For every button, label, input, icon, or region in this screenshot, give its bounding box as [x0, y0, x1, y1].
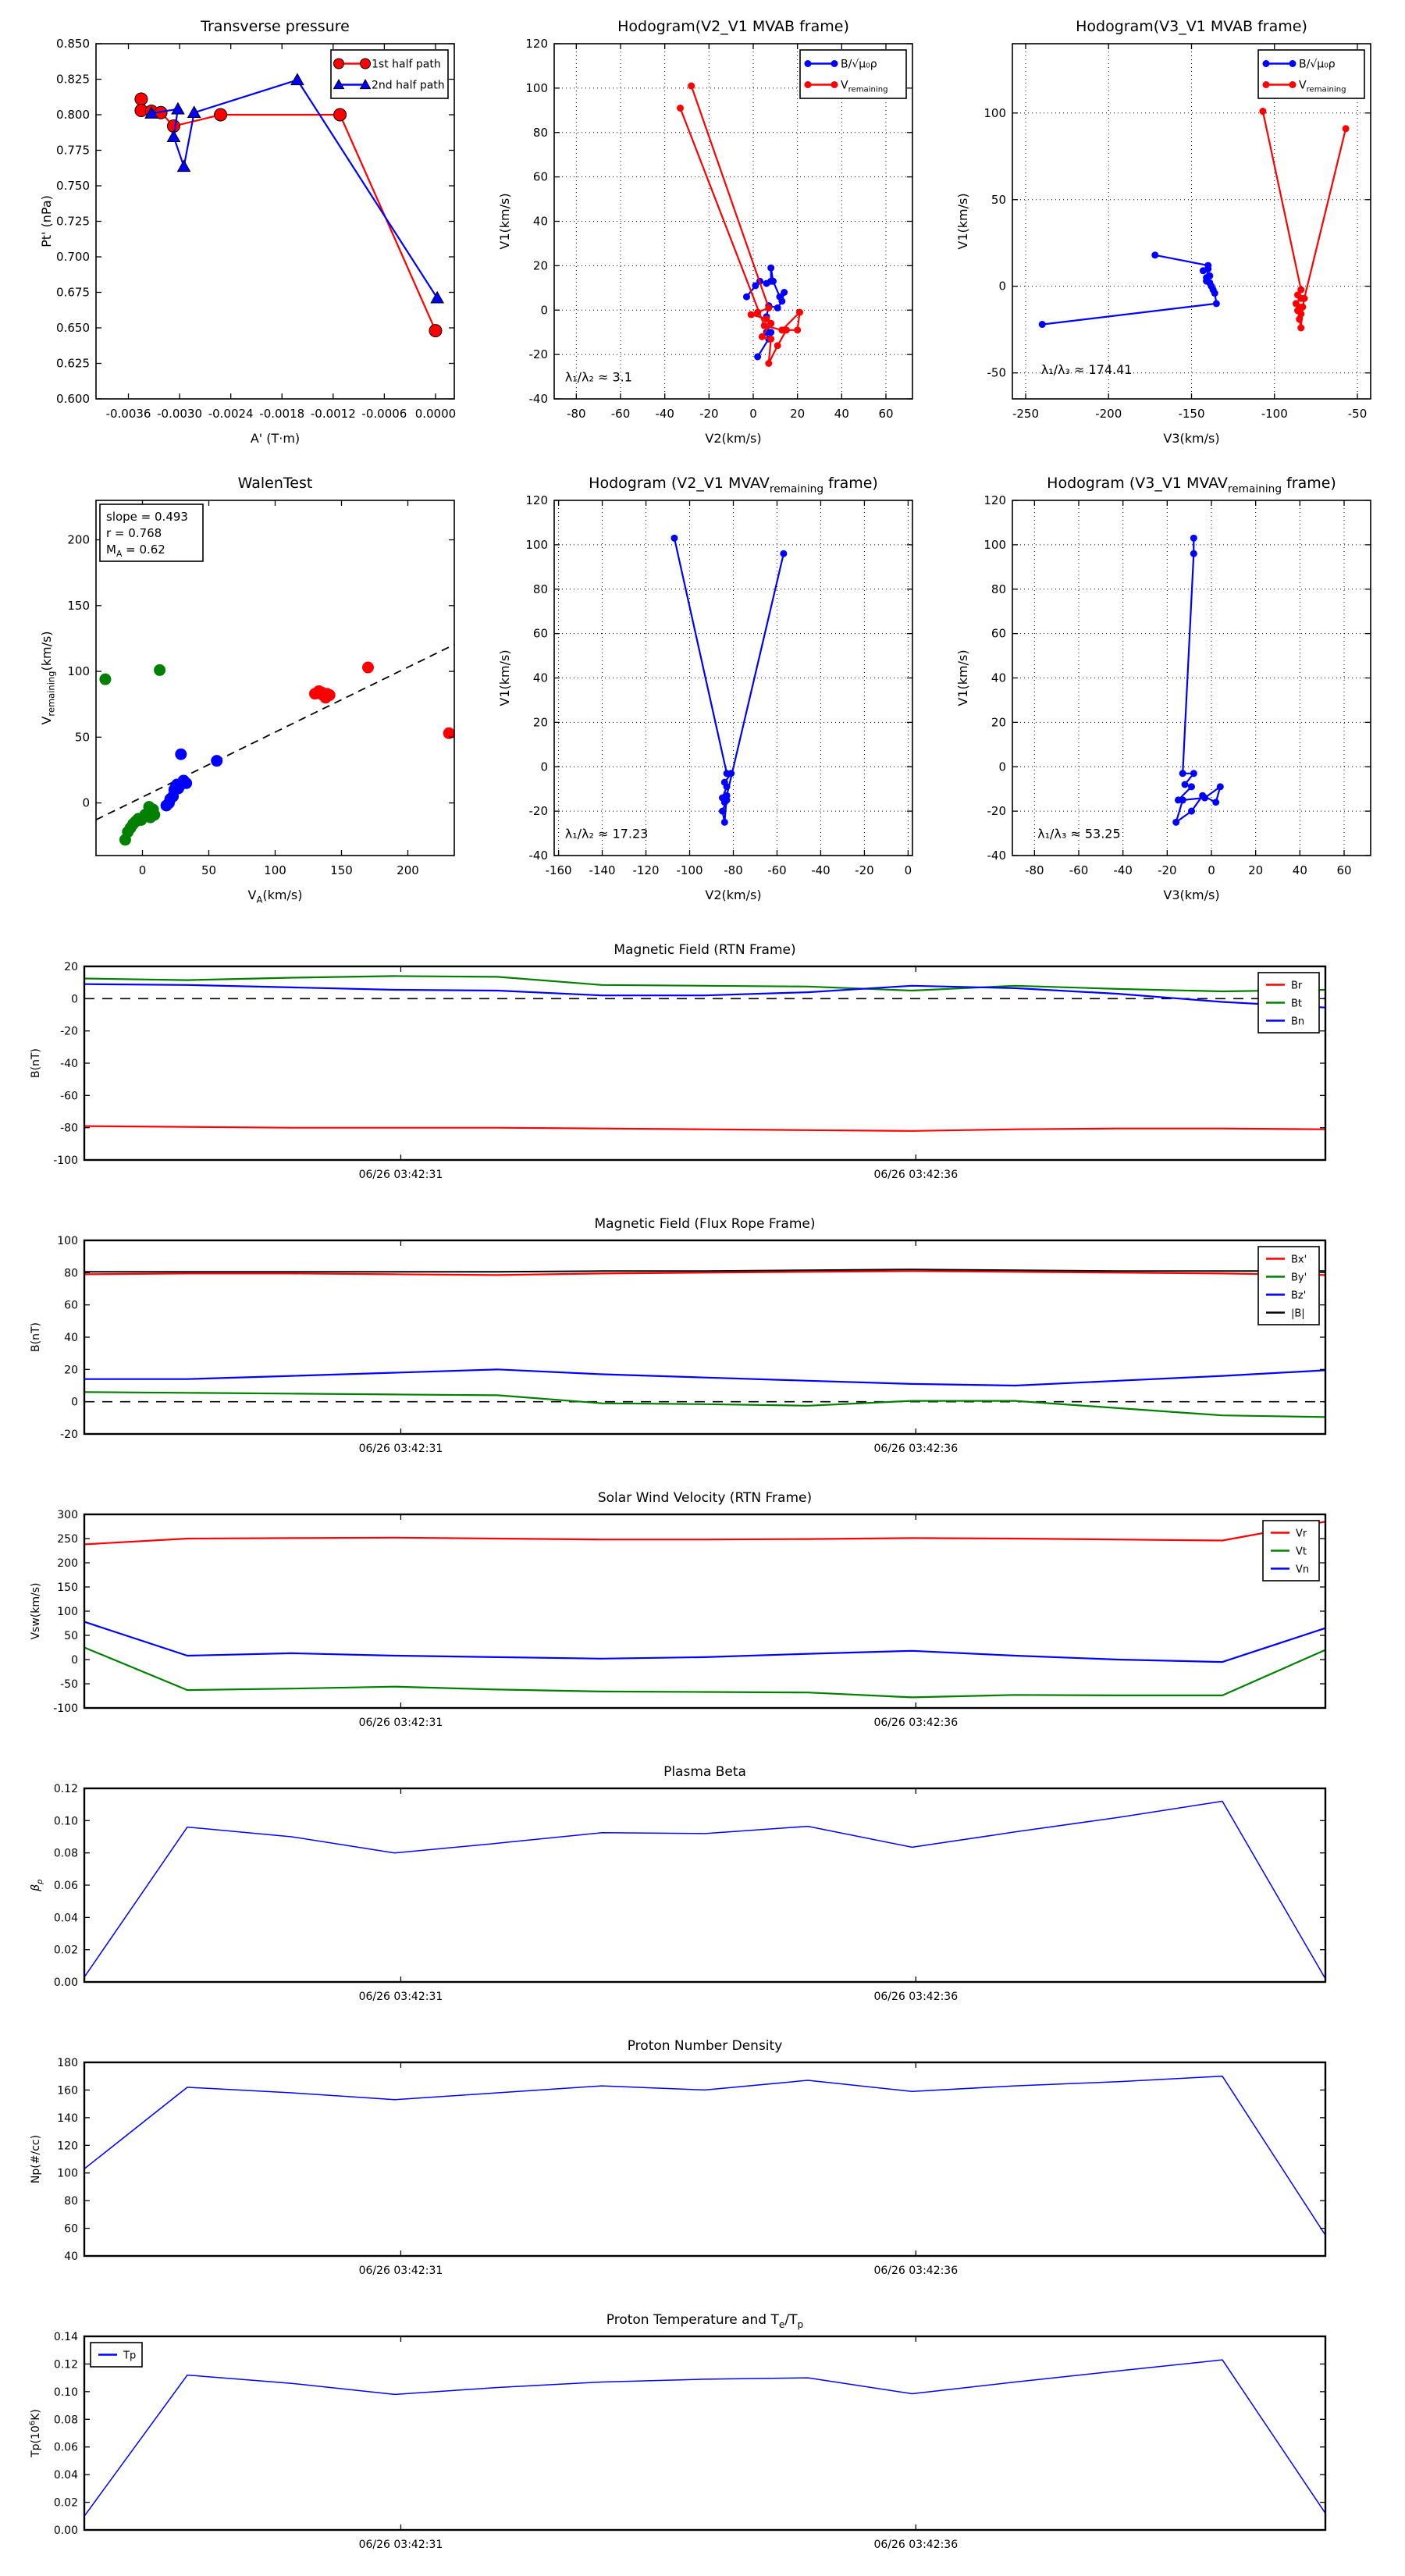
svg-text:20: 20 [64, 961, 78, 973]
svg-text:-40: -40 [528, 849, 548, 863]
svg-text:Vn: Vn [1296, 1564, 1310, 1576]
svg-text:100: 100 [57, 1235, 78, 1247]
svg-text:Magnetic Field (Flux Rope Fram: Magnetic Field (Flux Rope Frame) [594, 1216, 816, 1232]
svg-text:MA = 0.62: $M_A = 0.62$ [105, 543, 165, 560]
walen-test-canvas [24, 461, 465, 910]
svg-text:180: 180 [57, 2057, 78, 2069]
svg-text:Proton Temperature and Te/Tp: Proton Temperature and $T_e/T_p$ [606, 2312, 804, 2330]
svg-text:0.10: 0.10 [53, 2386, 78, 2399]
svg-text:-200: -200 [1094, 407, 1122, 421]
svg-text:-50: -50 [1347, 407, 1367, 421]
svg-text:0: 0 [71, 1654, 78, 1667]
svg-text:B/√μ₀ρ: B/√μ₀ρ [840, 58, 877, 71]
chart-transverse-pressure [24, 5, 465, 457]
svg-text:-40: -40 [528, 392, 548, 406]
svg-text:0.06: 0.06 [53, 1880, 78, 1892]
proton-temperature-canvas [8, 2304, 1397, 2573]
svg-text:80: 80 [532, 582, 548, 596]
svg-text:0.0000: 0.0000 [414, 407, 456, 421]
svg-text:0.12: 0.12 [53, 1783, 78, 1795]
proton-number-density-canvas [8, 2030, 1397, 2299]
svg-text:0.825: 0.825 [55, 72, 90, 87]
svg-text:0: 0 [71, 1396, 78, 1409]
chart-hodogram-v3v1-mvav [941, 461, 1382, 913]
svg-text:0.02: 0.02 [53, 2496, 78, 2510]
svg-text:r = 0.768: r = 0.768 [105, 526, 162, 540]
svg-text:0: 0 [904, 863, 912, 877]
svg-text:Hodogram(V2_V1 MVAB frame): Hodogram(V2_V1 MVAB frame) [617, 18, 849, 35]
svg-text:06/26 03:42:36: 06/26 03:42:36 [873, 1717, 959, 1729]
svg-text:-0.0012: -0.0012 [310, 407, 356, 421]
svg-text:60: 60 [64, 2222, 78, 2236]
hodogram-v3v1-mvav-canvas [941, 461, 1382, 910]
svg-text:-60: -60 [767, 863, 787, 877]
svg-text:A' (T·m): A' (T·m) [250, 431, 300, 446]
svg-text:-20: -20 [699, 407, 719, 421]
svg-text:-60: -60 [1069, 863, 1088, 877]
svg-text:60: 60 [877, 407, 894, 421]
svg-text:20: 20 [789, 407, 805, 421]
svg-text:-40: -40 [987, 849, 1006, 863]
svg-text:Magnetic Field (RTN Frame): Magnetic Field (RTN Frame) [614, 942, 796, 958]
svg-text:-20: -20 [60, 1429, 78, 1441]
chart-proton-number-density [8, 2030, 1397, 2302]
chart-hodogram-v2v1-mvab [482, 5, 923, 457]
svg-text:Np(#/cc): Np(#/cc) [30, 2134, 42, 2184]
svg-text:20: 20 [532, 715, 548, 730]
svg-text:V3(km/s): V3(km/s) [1162, 431, 1220, 446]
svg-text:06/26 03:42:31: 06/26 03:42:31 [358, 1443, 443, 1455]
svg-text:-80: -80 [723, 863, 743, 877]
svg-text:100: 100 [983, 537, 1006, 552]
svg-text:λ₁/λ₃ ≈ 174.41: λ₁/λ₃ ≈ 174.41 [1040, 362, 1132, 378]
svg-text:06/26 03:42:31: 06/26 03:42:31 [358, 1991, 443, 2003]
svg-text:B/√μ₀ρ: B/√μ₀ρ [1298, 58, 1336, 71]
svg-text:-0.0024: -0.0024 [208, 407, 254, 421]
svg-text:100: 100 [57, 2167, 78, 2180]
chart-proton-temperature [8, 2304, 1397, 2576]
svg-text:Transverse pressure: Transverse pressure [200, 18, 350, 35]
row-top-plots [0, 5, 1405, 457]
svg-text:V1(km/s): V1(km/s) [496, 193, 512, 250]
svg-text:120: 120 [57, 2140, 78, 2153]
svg-text:0: 0 [998, 760, 1006, 774]
svg-text:150: 150 [57, 1582, 78, 1594]
svg-text:Br: Br [1291, 980, 1303, 992]
svg-text:100: 100 [525, 80, 548, 95]
svg-text:0.725: 0.725 [55, 214, 90, 229]
svg-text:-40: -40 [60, 1058, 78, 1070]
chart-solar-wind-velocity [8, 1482, 1397, 1754]
svg-text:200: 200 [57, 1557, 78, 1570]
svg-text:0.650: 0.650 [55, 321, 90, 335]
svg-text:-0.0036: -0.0036 [105, 407, 151, 421]
svg-text:150: 150 [329, 863, 353, 877]
svg-text:80: 80 [64, 1267, 78, 1280]
svg-text:40: 40 [64, 1332, 78, 1344]
svg-text:V1(km/s): V1(km/s) [955, 193, 970, 250]
svg-text:0.800: 0.800 [55, 108, 90, 122]
svg-text:Vsw(km/s): Vsw(km/s) [30, 1582, 42, 1640]
svg-text:V3(km/s): V3(km/s) [1162, 888, 1220, 902]
svg-text:60: 60 [991, 626, 1006, 641]
svg-text:40: 40 [64, 2250, 78, 2263]
svg-text:0.14: 0.14 [53, 2331, 78, 2343]
svg-text:By': By' [1291, 1272, 1307, 1284]
svg-text:WalenTest: WalenTest [237, 475, 312, 492]
svg-text:Vremaining: $V_{remaining}$ [840, 79, 888, 94]
svg-text:40: 40 [834, 407, 849, 421]
svg-text:0.06: 0.06 [53, 2441, 78, 2454]
svg-text:0: 0 [749, 407, 757, 421]
svg-text:80: 80 [991, 582, 1006, 596]
svg-text:Vt: Vt [1296, 1546, 1307, 1558]
svg-text:0: 0 [539, 303, 548, 318]
svg-text:06/26 03:42:36: 06/26 03:42:36 [873, 2265, 959, 2277]
svg-text:-0.0006: -0.0006 [361, 407, 407, 421]
chart-hodogram-v3v1-mvab [941, 5, 1382, 457]
svg-text:60: 60 [532, 169, 548, 184]
chart-magnetic-field-flux-rope [8, 1208, 1397, 1480]
svg-text:140: 140 [57, 2112, 78, 2125]
svg-text:-0.0018: -0.0018 [258, 407, 304, 421]
svg-text:120: 120 [983, 493, 1006, 507]
svg-text:λ₁/λ₃ ≈ 53.25: λ₁/λ₃ ≈ 53.25 [1037, 826, 1121, 841]
svg-text:100: 100 [983, 105, 1006, 120]
svg-text:V1(km/s): V1(km/s) [496, 649, 512, 706]
svg-text:60: 60 [532, 626, 548, 641]
svg-text:0: 0 [81, 795, 90, 810]
svg-text:0.750: 0.750 [55, 179, 90, 193]
svg-text:20: 20 [991, 715, 1006, 730]
svg-text:0.00: 0.00 [53, 1976, 78, 1989]
svg-text:20: 20 [64, 1364, 78, 1377]
svg-text:0.08: 0.08 [53, 2414, 78, 2427]
svg-text:Bz': Bz' [1291, 1290, 1307, 1302]
svg-text:-40: -40 [654, 407, 674, 421]
svg-text:βp: $\beta_p$ [30, 1879, 44, 1891]
svg-text:-80: -80 [60, 1122, 78, 1135]
plasma-beta-canvas [8, 1756, 1397, 2025]
hodogram-v3v1-mvab-canvas [941, 5, 1382, 454]
magnetic-field-rtn-canvas [8, 934, 1397, 1203]
svg-text:V2(km/s): V2(km/s) [704, 888, 762, 902]
svg-text:Tp(106K): $Tp(10^6K)$ [28, 2409, 42, 2457]
svg-text:Vremaining: $V_{remaining}$ [1298, 79, 1346, 94]
svg-text:0.625: 0.625 [55, 356, 90, 371]
svg-text:0: 0 [1207, 863, 1215, 877]
svg-text:0: 0 [539, 760, 548, 774]
svg-text:150: 150 [66, 598, 90, 613]
hodogram-v2v1-mvab-canvas [482, 5, 923, 454]
svg-text:60: 60 [1336, 863, 1352, 877]
svg-text:VA(km/s): $V_A(km/s)$ [247, 888, 302, 906]
svg-text:40: 40 [1292, 863, 1307, 877]
svg-text:Bx': Bx' [1291, 1254, 1307, 1266]
svg-text:0: 0 [138, 863, 146, 877]
svg-text:-20: -20 [987, 804, 1006, 819]
svg-text:Hodogram (V3_V1 MVAVremaining: Hodogram (V3_V1 $MVAV_{remaining}$ frame) [1046, 475, 1336, 496]
transverse-pressure-canvas [24, 5, 465, 454]
svg-text:0: 0 [71, 993, 78, 1006]
svg-text:Bt: Bt [1291, 998, 1303, 1010]
svg-text:-20: -20 [528, 347, 548, 362]
svg-text:0.10: 0.10 [53, 1815, 78, 1828]
svg-text:2nd half path: 2nd half path [371, 79, 445, 92]
svg-text:-40: -40 [810, 863, 831, 877]
svg-text:-50: -50 [60, 1678, 78, 1691]
svg-text:Proton Number Density: Proton Number Density [627, 2038, 783, 2054]
magnetic-field-flux-rope-canvas [8, 1208, 1397, 1477]
svg-text:06/26 03:42:31: 06/26 03:42:31 [358, 1169, 443, 1181]
svg-text:-80: -80 [566, 407, 586, 421]
svg-text:0.600: 0.600 [55, 392, 90, 406]
svg-text:120: 120 [525, 493, 548, 507]
svg-text:1st half path: 1st half path [371, 58, 441, 71]
svg-text:06/26 03:42:31: 06/26 03:42:31 [358, 2265, 443, 2277]
svg-text:-20: -20 [1157, 863, 1177, 877]
svg-text:|B|: |B| [1291, 1308, 1305, 1320]
svg-text:V1(km/s): V1(km/s) [955, 649, 970, 706]
svg-text:06/26 03:42:36: 06/26 03:42:36 [873, 1443, 959, 1455]
svg-text:λ₁/λ₂ ≈ 17.23: λ₁/λ₂ ≈ 17.23 [564, 826, 648, 841]
chart-plasma-beta [8, 1756, 1397, 2028]
svg-text:V2(km/s): V2(km/s) [704, 431, 762, 446]
svg-text:Tp: Tp [123, 2350, 137, 2362]
solar-wind-velocity-canvas [8, 1482, 1397, 1751]
chart-magnetic-field-rtn [8, 934, 1397, 1206]
svg-text:100: 100 [57, 1606, 78, 1618]
svg-text:-50: -50 [987, 365, 1006, 380]
svg-text:slope = 0.493: slope = 0.493 [105, 510, 188, 524]
svg-text:40: 40 [532, 671, 548, 685]
svg-text:200: 200 [396, 863, 419, 877]
chart-hodogram-v2v1-mvav [482, 461, 923, 913]
svg-text:100: 100 [525, 537, 548, 552]
svg-text:Bn: Bn [1291, 1016, 1305, 1028]
svg-text:50: 50 [991, 192, 1006, 207]
svg-text:Vr: Vr [1296, 1528, 1307, 1540]
svg-text:40: 40 [991, 671, 1006, 685]
svg-text:Vremaining(km/s): $V_{remaining}(km/s)$ [38, 631, 56, 725]
svg-text:120: 120 [525, 37, 548, 51]
svg-text:-250: -250 [1012, 407, 1039, 421]
svg-text:50: 50 [64, 1630, 78, 1642]
svg-text:Plasma Beta: Plasma Beta [663, 1764, 746, 1780]
svg-text:06/26 03:42:36: 06/26 03:42:36 [873, 2539, 959, 2551]
svg-text:50: 50 [74, 730, 90, 745]
svg-text:-100: -100 [53, 1703, 78, 1715]
svg-text:0: 0 [998, 279, 1006, 294]
svg-text:0.08: 0.08 [53, 1847, 78, 1860]
svg-text:100: 100 [66, 664, 90, 679]
svg-text:100: 100 [263, 863, 286, 877]
svg-text:06/26 03:42:36: 06/26 03:42:36 [873, 1169, 959, 1181]
svg-text:0.04: 0.04 [53, 1912, 78, 1925]
svg-text:Hodogram (V2_V1 MVAVremaining: Hodogram (V2_V1 $MVAV_{remaining}$ frame) [588, 475, 878, 496]
svg-text:80: 80 [532, 125, 548, 140]
svg-text:80: 80 [64, 2195, 78, 2208]
svg-text:-140: -140 [589, 863, 616, 877]
svg-text:06/26 03:42:31: 06/26 03:42:31 [358, 1717, 443, 1729]
svg-text:250: 250 [57, 1533, 78, 1546]
svg-text:0.700: 0.700 [55, 250, 90, 264]
svg-text:50: 50 [201, 863, 216, 877]
svg-text:-20: -20 [528, 804, 548, 819]
svg-text:0.675: 0.675 [55, 285, 90, 300]
time-series-panels [0, 934, 1405, 2576]
svg-text:-160: -160 [545, 863, 572, 877]
svg-text:0.12: 0.12 [53, 2358, 78, 2371]
svg-text:λ₁/λ₂ ≈ 3.1: λ₁/λ₂ ≈ 3.1 [564, 369, 632, 385]
svg-text:B(nT): B(nT) [30, 1048, 42, 1078]
svg-text:-40: -40 [1112, 863, 1133, 877]
svg-text:60: 60 [64, 1299, 78, 1312]
svg-text:300: 300 [57, 1509, 78, 1521]
svg-text:20: 20 [532, 258, 548, 273]
svg-text:-150: -150 [1177, 407, 1205, 421]
svg-text:200: 200 [66, 532, 90, 547]
svg-text:-20: -20 [854, 863, 874, 877]
svg-text:-60: -60 [60, 1090, 78, 1103]
hodogram-v2v1-mvav-canvas [482, 461, 923, 910]
chart-walen-test [24, 461, 465, 913]
row-second-plots [0, 461, 1405, 913]
svg-text:0.02: 0.02 [53, 1944, 78, 1957]
svg-text:0.00: 0.00 [53, 2524, 78, 2537]
svg-text:-0.0030: -0.0030 [156, 407, 202, 421]
svg-text:0.850: 0.850 [55, 37, 90, 51]
svg-text:Hodogram(V3_V1 MVAB frame): Hodogram(V3_V1 MVAB frame) [1075, 18, 1307, 35]
svg-text:-120: -120 [632, 863, 660, 877]
svg-text:-100: -100 [1261, 407, 1288, 421]
svg-text:0.775: 0.775 [55, 143, 90, 158]
svg-text:0.04: 0.04 [53, 2469, 78, 2482]
svg-text:-100: -100 [676, 863, 703, 877]
svg-text:06/26 03:42:31: 06/26 03:42:31 [358, 2539, 443, 2551]
svg-text:40: 40 [532, 214, 548, 229]
svg-text:-80: -80 [1024, 863, 1044, 877]
svg-text:Solar Wind Velocity (RTN Frame: Solar Wind Velocity (RTN Frame) [597, 1490, 813, 1506]
svg-text:-60: -60 [610, 407, 630, 421]
svg-text:B(nT): B(nT) [30, 1322, 42, 1352]
svg-text:Pt' (nPa): Pt' (nPa) [38, 195, 54, 247]
svg-text:-20: -20 [60, 1025, 78, 1038]
svg-text:160: 160 [57, 2084, 78, 2097]
svg-text:20: 20 [1247, 863, 1263, 877]
svg-text:-100: -100 [53, 1155, 78, 1167]
svg-text:06/26 03:42:36: 06/26 03:42:36 [873, 1991, 959, 2003]
